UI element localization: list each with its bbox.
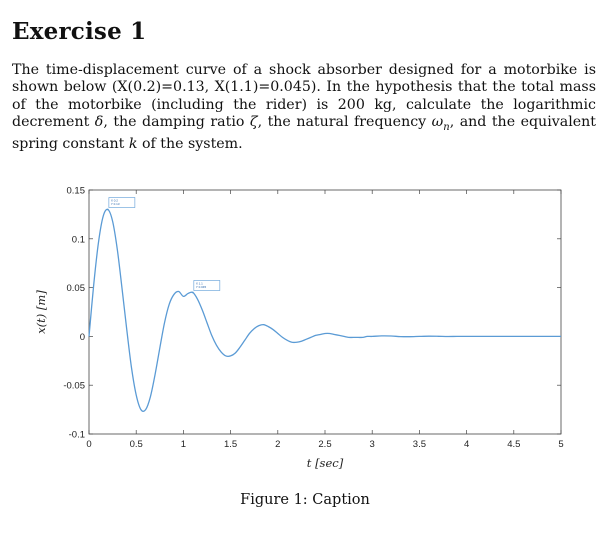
omega-symbol: ω [431, 114, 444, 131]
y-tick-label: 0 [79, 331, 85, 343]
datatip-line: X 0.2 [110, 198, 118, 203]
y-tick-label: 0.1 [71, 234, 85, 246]
problem-mid-1: , the damping ratio [103, 114, 250, 131]
x-tick-label: 2.5 [318, 439, 332, 450]
plot-area [89, 190, 561, 434]
delta-symbol: δ [94, 114, 104, 131]
zeta-symbol: ζ [249, 114, 258, 131]
datatip-marker [107, 209, 109, 211]
x-axis-label: t [sec] [306, 456, 344, 470]
y-axis-label: x(t) [m] [34, 290, 48, 334]
problem-tail: of the system. [137, 136, 243, 153]
x-tick-label: 1.5 [223, 439, 238, 450]
problem-mid-3: , and the equivalent spring constant [12, 114, 596, 153]
x-tick-label: 2 [275, 439, 281, 450]
x-tick-label: 3 [369, 439, 375, 450]
x-tick-label: 1 [180, 439, 187, 450]
k-symbol: k [128, 136, 138, 153]
problem-intro: The time-displacement curve of a shock absorber designed for a motorbike is shown below (X(0.2)=0.13, X(1.1)=0.045). In the hypothesis that the total mass of the motorbike (including the rider) is 200 kg, calculate the logarithmic decrement [12, 62, 596, 131]
x-tick-label: 3.5 [412, 439, 427, 450]
datatip-marker [192, 292, 194, 294]
y-tick-label: -0.1 [68, 429, 85, 441]
y-tick-label: 0.15 [66, 185, 85, 197]
datatip-line: X 1.1 [195, 281, 203, 286]
figure-caption: Figure 1: Caption [240, 492, 370, 508]
x-tick-label: 5 [558, 439, 564, 450]
omega-subscript: n [443, 122, 450, 134]
x-tick-label: 4 [463, 439, 470, 450]
problem-mid-2: , the natural frequency [257, 114, 432, 131]
x-tick-label: 0 [86, 439, 92, 450]
x-tick-label: 4.5 [507, 439, 521, 450]
datatip-line: Y 0.13 [110, 202, 120, 207]
x-tick-label: 0.5 [129, 439, 143, 450]
y-tick-label: 0.05 [66, 283, 85, 295]
y-tick-label: -0.05 [63, 380, 85, 392]
datatip-line: Y 0.045 [195, 285, 207, 290]
exercise-title: Exercise 1 [12, 18, 147, 45]
